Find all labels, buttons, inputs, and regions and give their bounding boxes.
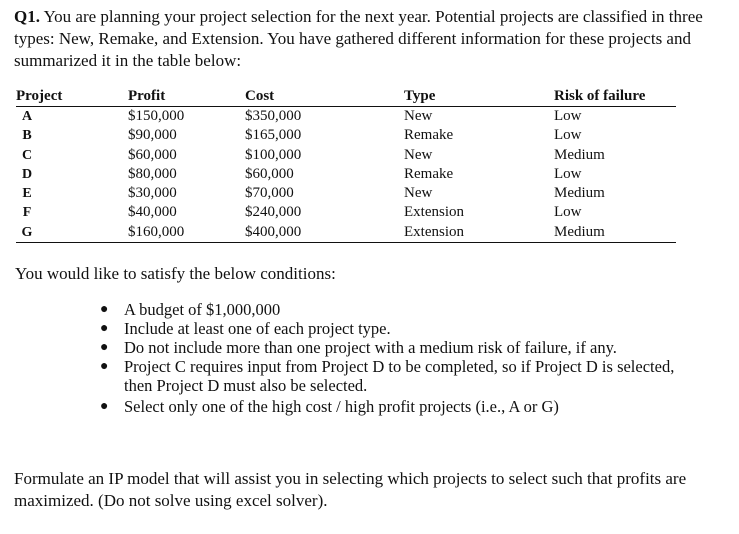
cell-type: Remake (404, 127, 454, 144)
task-text: Formulate an IP model that will assist you in selecting which projects to select such that profits are maximized. (Do not solve using excel solver). (14, 469, 687, 510)
table-row (16, 126, 676, 145)
list-item (100, 397, 700, 416)
header-cost: Cost (245, 88, 275, 104)
cell-type: Remake (404, 165, 454, 182)
cell-cost: $70,000 (245, 185, 294, 202)
cell-type: Extension (404, 223, 464, 240)
cell-cost: $165,000 (245, 127, 302, 144)
table-header (16, 86, 676, 107)
cell-cost: $400,000 (245, 223, 302, 240)
cell-risk: Low (554, 108, 582, 124)
list-item (100, 338, 700, 357)
cell-profit: $30,000 (128, 185, 177, 202)
cell-project: E (22, 186, 32, 202)
cell-profit: $160,000 (128, 223, 185, 240)
cell-risk: Medium (554, 223, 605, 240)
cell-type: Extension (404, 204, 464, 221)
bullet-icon: ● (100, 321, 109, 336)
cell-profit: $80,000 (128, 165, 177, 182)
bullet-icon: ● (100, 359, 109, 374)
conditions-intro: You would like to satisfy the below conditions: (15, 264, 336, 283)
bullet-icon: ● (100, 399, 109, 414)
cell-cost: $350,000 (245, 108, 302, 124)
cell-cost: $60,000 (245, 165, 294, 182)
question-text: You are planning your project selection for the next year. Potential projects are classified in three types: New, Remake, and Extension. You have gathered different information for these projects and summarized it in the table below: (14, 7, 703, 70)
table-row (16, 107, 676, 126)
cell-project: D (21, 166, 33, 182)
cell-profit: $60,000 (128, 146, 177, 163)
table-row (16, 223, 676, 243)
table-row (16, 184, 676, 203)
conditions-list (100, 300, 700, 416)
header-profit: Profit (128, 88, 166, 104)
cell-cost: $100,000 (245, 146, 302, 163)
list-item (100, 357, 700, 395)
cell-project: B (22, 128, 32, 144)
table-row (16, 146, 676, 165)
condition-text: Do not include more than one project with a medium risk of failure, if any. (124, 338, 617, 357)
cell-project: C (21, 147, 33, 163)
cell-risk: Low (554, 127, 582, 144)
cell-profit: $40,000 (128, 204, 177, 221)
table-row (16, 165, 676, 184)
condition-text: Project C requires input from Project D to be completed, so if Project D is selected, then Project D must also be selected. (124, 357, 675, 395)
bullet-icon: ● (100, 340, 109, 355)
list-item (100, 319, 700, 338)
header-type: Type (404, 88, 436, 104)
question-intro (14, 6, 726, 72)
condition-text: A budget of $1,000,000 (124, 300, 281, 319)
question-number: Q1. (14, 7, 40, 26)
cell-risk: Low (554, 204, 582, 221)
cell-type: New (404, 108, 433, 124)
cell-profit: $150,000 (128, 108, 185, 124)
bullet-icon: ● (100, 302, 109, 317)
cell-profit: $90,000 (128, 127, 177, 144)
header-project: Project (16, 88, 63, 104)
cell-type: New (404, 185, 433, 202)
cell-cost: $240,000 (245, 204, 302, 221)
project-table (16, 86, 676, 243)
cell-risk: Medium (554, 185, 605, 202)
cell-project: G (21, 224, 33, 240)
cell-project: F (22, 205, 32, 221)
condition-text: Include at least one of each project type. (124, 319, 391, 338)
cell-risk: Low (554, 165, 582, 182)
cell-risk: Medium (554, 146, 605, 163)
header-risk: Risk of failure (554, 88, 646, 104)
cell-type: New (404, 146, 433, 163)
cell-project: A (21, 109, 33, 124)
condition-text: Select only one of the high cost / high profit projects (i.e., A or G) (124, 397, 559, 416)
table-row (16, 203, 676, 222)
list-item (100, 300, 700, 319)
